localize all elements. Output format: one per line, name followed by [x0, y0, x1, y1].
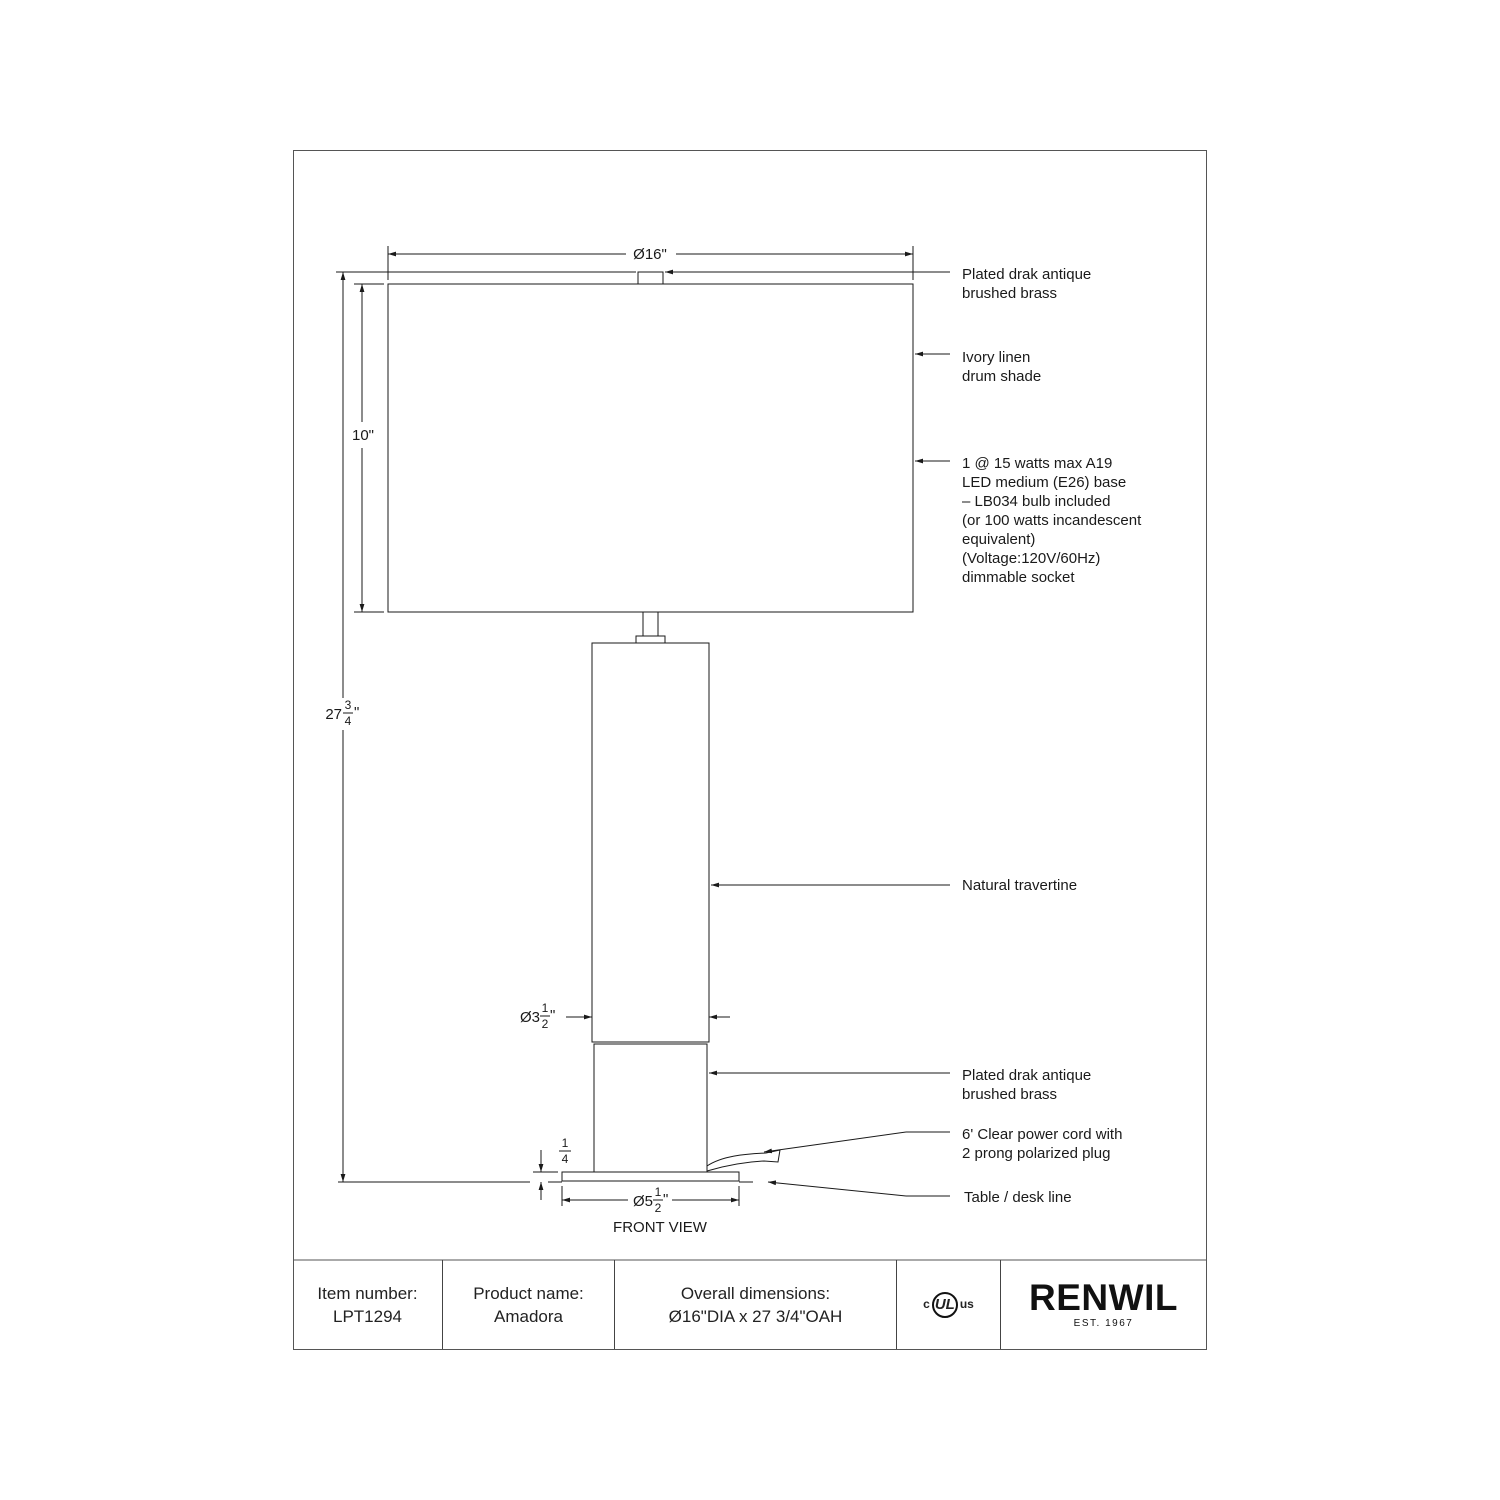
title-block [293, 1260, 1206, 1349]
svg-text:Table / desk line: Table / desk line [964, 1189, 1072, 1206]
brand-tagline: EST. 1967 [1073, 1317, 1134, 1329]
svg-text:27: 27 [325, 706, 342, 723]
svg-text:": " [354, 704, 360, 721]
sheet-border [294, 151, 1207, 1350]
cul-us-listed-icon: c UL us [923, 1292, 974, 1318]
callout-base [962, 1067, 1091, 1103]
shade-height-label: 10" [351, 427, 375, 444]
svg-text:equivalent): equivalent) [962, 531, 1036, 548]
svg-text:2 prong polarized plug: 2 prong polarized plug [962, 1145, 1111, 1162]
svg-text:– LB034 bulb included: – LB034 bulb included [962, 493, 1111, 510]
svg-text:1 @ 15 watts max A19: 1 @ 15 watts max A19 [962, 455, 1113, 472]
lamp-shade [388, 284, 913, 612]
svg-text:(Voltage:120V/60Hz): (Voltage:120V/60Hz) [962, 550, 1101, 567]
svg-text:LED medium (E26) base: LED medium (E26) base [962, 474, 1127, 491]
shade-diameter-label: Ø16" [633, 246, 667, 263]
overall-dimensions-value: Ø16"DIA x 27 3/4"OAH [668, 1306, 843, 1326]
svg-text:Ø5: Ø5 [632, 1193, 653, 1210]
item-number-label: Item number: [317, 1283, 418, 1303]
svg-text:dimmable socket: dimmable socket [962, 569, 1075, 586]
svg-text:1: 1 [541, 1001, 549, 1015]
svg-text:Ivory linen: Ivory linen [962, 349, 1031, 366]
svg-text:1: 1 [561, 1136, 569, 1150]
overall-dimensions-cell [615, 1260, 897, 1349]
svg-text:6' Clear power cord with: 6' Clear power cord with [962, 1126, 1123, 1143]
neck-collar [636, 636, 665, 643]
base-diameter-label [633, 1185, 668, 1215]
callout-finial [962, 266, 1091, 302]
base-thickness-label [559, 1136, 571, 1166]
column-diameter-label [520, 1001, 555, 1031]
svg-text:2: 2 [654, 1201, 662, 1215]
certification-cell [897, 1260, 1001, 1349]
product-name-value: Amadora [494, 1306, 563, 1326]
product-name-label: Product name: [473, 1283, 584, 1303]
svg-text:4: 4 [561, 1152, 569, 1166]
svg-text:brushed brass: brushed brass [962, 285, 1058, 302]
item-number-cell [293, 1260, 443, 1349]
brand-logo: RENWIL [1029, 1276, 1178, 1318]
callout-bulb [962, 455, 1142, 586]
svg-text:brushed brass: brushed brass [962, 1086, 1058, 1103]
product-name-cell [443, 1260, 615, 1349]
svg-text:Ø3: Ø3 [519, 1009, 540, 1026]
svg-text:(or 100 watts incandescent: (or 100 watts incandescent [962, 512, 1142, 529]
lamp-neck [643, 612, 658, 636]
callout-column [962, 877, 1077, 894]
svg-text:Plated drak antique: Plated drak antique [962, 1067, 1092, 1084]
base-plate [562, 1172, 739, 1181]
view-label: FRONT VIEW [613, 1219, 707, 1236]
item-number-value: LPT1294 [333, 1306, 402, 1326]
callout-shade [962, 349, 1041, 385]
svg-text:": " [663, 1191, 669, 1208]
finial [638, 272, 663, 284]
svg-text:3: 3 [344, 698, 352, 712]
power-cord [707, 1150, 780, 1171]
svg-text:4: 4 [344, 714, 352, 728]
brass-base-column [594, 1044, 707, 1172]
svg-text:drum shade: drum shade [962, 368, 1042, 385]
brand-cell [1001, 1260, 1206, 1349]
overall-dimensions-label: Overall dimensions: [680, 1283, 831, 1303]
svg-text:Natural travertine: Natural travertine [962, 877, 1078, 894]
travertine-column [592, 643, 709, 1042]
callout-table-line [964, 1189, 1072, 1206]
svg-text:2: 2 [541, 1017, 549, 1031]
svg-text:Plated drak antique: Plated drak antique [962, 266, 1092, 283]
overall-height-label [325, 698, 359, 728]
svg-text:": " [550, 1007, 556, 1024]
svg-text:1: 1 [654, 1185, 662, 1199]
callout-cord [962, 1126, 1122, 1162]
